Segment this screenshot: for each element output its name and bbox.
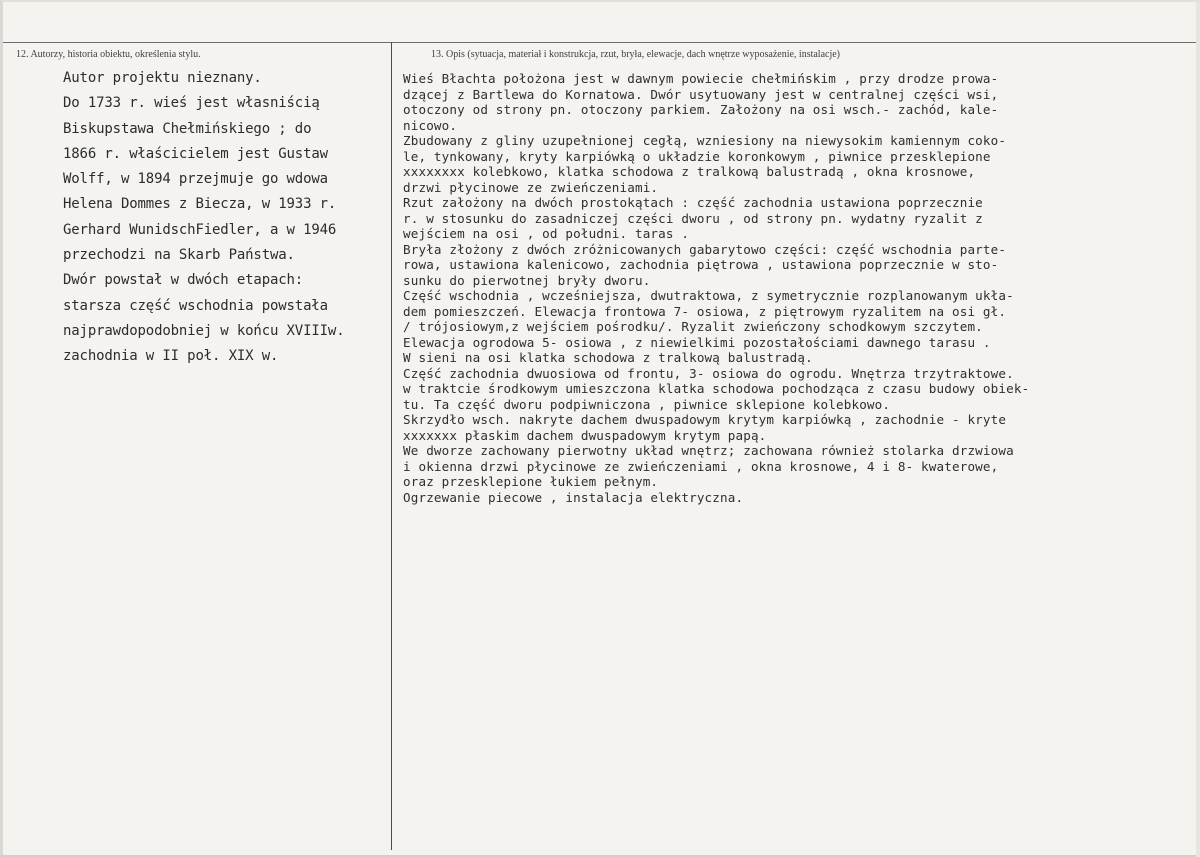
- right-line: Część zachodnia dwuosiowa od frontu, 3- osiowa do ogrodu. Wnętrza trzytraktowe.: [403, 365, 1014, 381]
- header-divider: [3, 42, 1200, 43]
- right-line: tu. Ta część dworu podpiwniczona , piwnice sklepione kolebkowo.: [403, 396, 891, 412]
- left-line: najprawdopodobniej w końcu XVIIIw.: [63, 322, 345, 339]
- right-line: xxxxxxxx kolebkowo, klatka schodowa z tralkową balustradą , okna krosnowe,: [403, 164, 976, 179]
- right-line: Rzut założony na dwóch prostokątach : część zachodnia ustawiona poprzecznie: [403, 195, 983, 210]
- right-line: W sieni na osi klatka schodowa z tralkową balustradą.: [403, 350, 813, 365]
- right-line: rowa, ustawiona kalenicowo, zachodnia piętrowa , ustawiona poprzecznie w sto-: [403, 257, 999, 272]
- left-line: Autor projektu nieznany.: [63, 70, 262, 86]
- right-line: We dworze zachowany pierwotny układ wnętrz; zachowana również stolarka drzwiowa: [403, 443, 1014, 458]
- right-line: oraz przesklepione łukiem pełnym.: [403, 474, 659, 489]
- left-line: 1866 r. właścicielem jest Gustaw: [63, 145, 328, 162]
- left-column-text: [63, 66, 391, 370]
- header-description: 13. Opis (sytuacja, materiał i konstrukcja, rzut, bryła, elewacje, dach wnętrze wyposażenie, instalacje): [431, 49, 840, 60]
- right-line: w traktcie środkowym umieszczona klatka schodowa pochodząca z czasu budowy obiek-: [403, 381, 1030, 396]
- right-line: i okienna drzwi płycinowe ze zwieńczeniami , okna krosnowe, 4 i 8- kwaterowe,: [403, 458, 999, 474]
- right-line: Elewacja ogrodowa 5- osiowa , z niewielkimi pozostałościami dawnego tarasu .: [403, 334, 991, 350]
- left-line: Gerhard WunidschFiedler, a w 1946: [63, 221, 337, 238]
- right-line: wejściem na osi , od południ. taras .: [403, 226, 690, 241]
- right-line: Część wschodnia , wcześniejsza, dwutraktowa, z symetrycznie rozplanowanym ukła-: [403, 288, 1014, 303]
- right-line: dzącej z Bartlewa do Kornatowa. Dwór usytuowany jest w centralnej części wsi,: [403, 86, 999, 102]
- right-line: otoczony od strony pn. otoczony parkiem. Założony na osi wsch.- zachód, kale-: [403, 102, 999, 117]
- right-line: Skrzydło wsch. nakryte dachem dwuspadowym krytym karpiówką , zachodnie - kryte: [403, 412, 1007, 427]
- left-line: Dwór powstał w dwóch etapach:: [63, 272, 304, 289]
- left-line: przechodzi na Skarb Państwa.: [63, 247, 295, 264]
- right-line: Zbudowany z gliny uzupełnionej cegłą, wzniesiony na niewysokim kamiennym coko-: [403, 133, 1007, 148]
- left-line: Wolff, w 1894 przejmuje go wdowa: [63, 171, 328, 188]
- right-line: Ogrzewanie piecowe , instalacja elektryczna.: [403, 489, 744, 505]
- right-line: sunku do pierwotnej bryły dworu.: [403, 272, 651, 288]
- right-line: xxxxxxx płaskim dachem dwuspadowym krytym papą.: [403, 427, 767, 443]
- right-line: r. w stosunku do zasadniczej części dworu , od strony pn. wydatny ryzalit z: [403, 210, 983, 226]
- right-column-text: [403, 71, 1198, 505]
- right-line: le, tynkowany, kryty karpiówką o układzie koronkowym , piwnice przesklepione: [403, 148, 991, 164]
- left-line: Biskupstawa Chełmińskiego ; do: [63, 120, 312, 137]
- left-line: zachodnia w II poł. XIX w.: [63, 348, 279, 365]
- left-line: starsza część wschodnia powstała: [63, 297, 328, 314]
- column-divider: [391, 42, 392, 850]
- left-line: Do 1733 r. wieś jest własniścią: [63, 95, 320, 112]
- right-line: dem pomieszczeń. Elewacja frontowa 7- osiowa, z piętrowym ryzalitem na osi gł.: [403, 303, 1007, 319]
- right-line: drzwi płycinowe ze zwieńczeniami.: [403, 179, 659, 195]
- right-line: / trójosiowym,z wejściem pośrodku/. Ryzalit zwieńczony schodkowym szczytem.: [403, 319, 983, 334]
- card-edge: [1196, 2, 1200, 857]
- right-line: Wieś Błachta położona jest w dawnym powiecie chełmińskim , przy drodze prowa-: [403, 71, 999, 86]
- right-line: nicowo.: [403, 117, 458, 133]
- header-authors-history: 12. Autorzy, historia obiektu, określenia stylu.: [16, 49, 201, 60]
- left-line: Helena Dommes z Biecza, w 1933 r.: [63, 196, 337, 213]
- right-line: Bryła złożony z dwóch zróżnicowanych gabarytowo części: część wschodnia parte-: [403, 241, 1007, 257]
